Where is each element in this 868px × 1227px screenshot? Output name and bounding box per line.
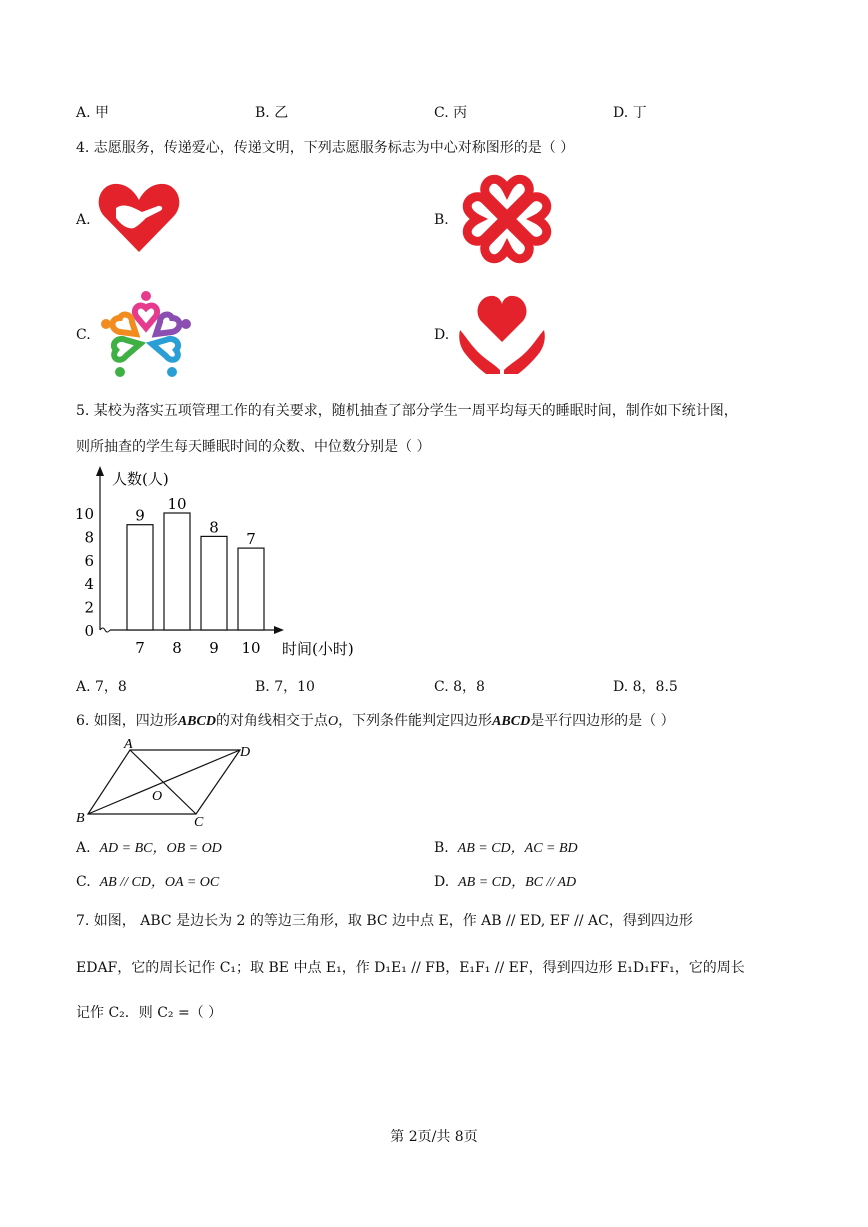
y-tick-label: 4 [84, 575, 94, 594]
point-a-label: A [124, 737, 133, 752]
q6-option-c: C. AB // CD，OA = OC [76, 874, 220, 890]
bar-value-label: 7 [246, 530, 256, 549]
q7-line2: EDAF，它的周长记作 C₁；取 BE 中点 E₁，作 D₁E₁ // FB，E₁F₁ // EF，得到四边形 E₁D₁FF₁，它的周长 [76, 960, 745, 976]
hands-holding-heart-logo-icon [456, 290, 548, 376]
q3-option-b: B. 乙 [255, 105, 289, 121]
q4-label-d: D. [434, 327, 450, 343]
point-b-label: B [76, 811, 85, 826]
q3-option-a: A. 甲 [76, 105, 110, 121]
q7-line1: 7. 如图， ABC 是边长为 2 的等边三角形，取 BC 边中点 E，作 AB // ED, EF // AC，得到四边形 [76, 913, 693, 929]
q3-option-d: D. 丁 [613, 105, 647, 121]
bar [127, 525, 153, 630]
bar-value-label: 10 [167, 495, 187, 513]
q6-option-d: D. AB = CD，BC // AD [434, 874, 577, 890]
q6-stem-prefix: 6. 如图，四边形 [76, 713, 178, 729]
y-tick-label: 8 [84, 528, 94, 547]
point-c-label: C [194, 815, 204, 828]
q6-stem-mid-1: 的对角线相交于点 [215, 713, 328, 729]
q6-stem-abcd-1: ABCD [177, 714, 216, 729]
q4-label-b: B. [434, 212, 449, 228]
q5-option-d: D. 8，8.5 [613, 679, 678, 695]
page-footer: 第 2页/共 8页 [390, 1129, 478, 1145]
bar-value-label: 8 [209, 518, 219, 537]
x-tick-label: 10 [241, 639, 261, 657]
five-color-hearts-logo-icon [98, 288, 194, 380]
point-d-label: D [240, 745, 251, 760]
q3-option-c: C. 丙 [434, 105, 468, 121]
q6-stem-point-o: O [327, 714, 339, 729]
four-hearts-logo-icon [458, 170, 556, 268]
bar-value-label: 9 [135, 506, 145, 525]
q5-option-b: B. 7，10 [255, 679, 315, 695]
y-tick-label: 2 [84, 598, 94, 617]
bar [201, 536, 227, 630]
q6-stem [76, 710, 675, 730]
q5-stem-line1: 5. 某校为落实五项管理工作的有关要求，随机抽查了部分学生一周平均每天的睡眠时间，制作如下统计图， [76, 403, 738, 419]
q4-stem: 4. 志愿服务，传递爱心，传递文明，下列志愿服务标志为中心对称图形的是（ ） [76, 140, 575, 156]
y-tick-label: 10 [74, 505, 94, 523]
q6-option-a: A. AD = BC，OB = OD [76, 840, 222, 856]
bar [238, 548, 264, 630]
q6-option-b: B. AB = CD，AC = BD [434, 840, 578, 856]
y-tick-label: 0 [84, 622, 94, 640]
q6-stem-mid-2: ，下列条件能判定四边形 [338, 713, 493, 729]
x-tick-label: 9 [209, 639, 219, 657]
q4-label-c: C. [76, 327, 91, 343]
bar [164, 513, 190, 630]
q4-label-a: A. [76, 212, 91, 228]
x-tick-label: 7 [135, 639, 145, 657]
y-axis-label: 人数(人) [112, 470, 169, 488]
x-tick-label: 8 [172, 639, 182, 657]
y-tick-label: 6 [84, 551, 94, 570]
point-o-label: O [152, 789, 163, 804]
q6-stem-suffix: 是平行四边形的是（ ） [530, 713, 675, 729]
q5-stem-line2: 则所抽查的学生每天睡眠时间的众数、中位数分别是（ ） [76, 439, 431, 455]
q5-option-a: A. 7，8 [76, 679, 127, 695]
sleep-time-bar-chart [70, 462, 390, 667]
q6-stem-abcd-2: ABCD [492, 714, 531, 729]
parallelogram-diagram [74, 736, 254, 828]
x-axis-label: 时间(小时) [282, 640, 354, 658]
heart-hand-logo-icon [98, 178, 180, 256]
q7-line3: 记作 C₂．则 C₂ =（ ） [76, 1005, 223, 1021]
q5-option-c: C. 8，8 [434, 679, 485, 695]
